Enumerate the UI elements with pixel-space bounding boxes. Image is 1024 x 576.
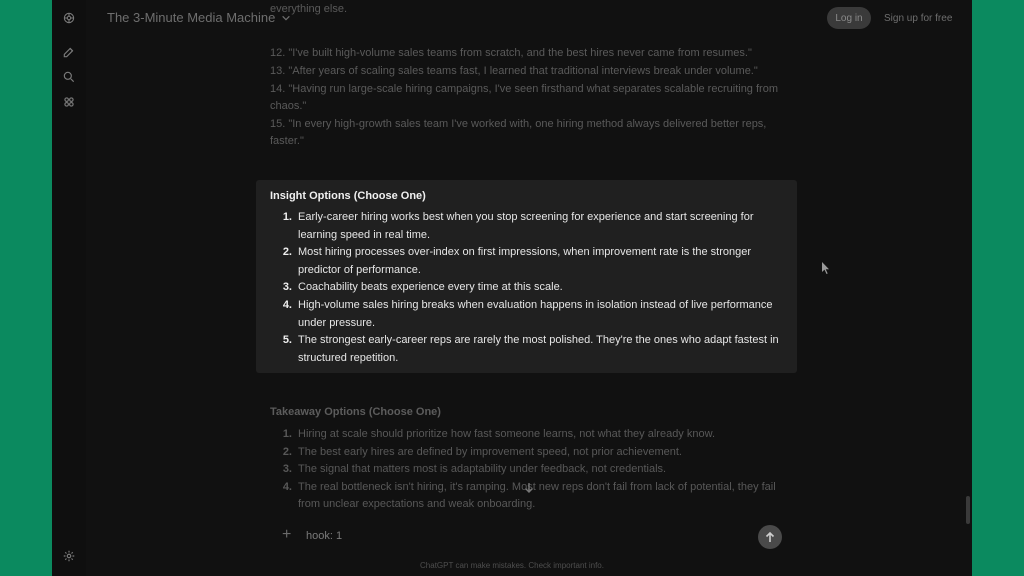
message-input[interactable]: [306, 528, 606, 544]
list-item: [270, 444, 780, 462]
item-number: 2.: [282, 246, 292, 259]
scrollbar[interactable]: [966, 496, 970, 524]
item-number: 4.: [282, 298, 292, 311]
item-text: The strongest early-career reps are rarely the most polished. They're the ones who adapt fastest in structured repetition.: [298, 334, 779, 364]
list-item: [270, 209, 790, 244]
item-number: 2.: [282, 445, 292, 458]
list-item: [270, 461, 780, 479]
insight-options-card: [256, 180, 797, 373]
arrow-up-icon: [764, 531, 776, 543]
insight-options-title: Insight Options (Choose One): [270, 190, 426, 202]
logo-icon[interactable]: [62, 11, 76, 25]
message-line: chaos.": [270, 100, 307, 112]
signup-button[interactable]: Sign up for free: [880, 7, 956, 29]
list-item: [270, 244, 790, 279]
item-text: The signal that matters most is adaptability under feedback, not credentials.: [298, 463, 667, 475]
message-line: 13. "After years of scaling sales teams fast, I learned that traditional interviews break under volume.": [270, 65, 758, 77]
item-number: 5.: [282, 334, 292, 347]
item-number: 3.: [282, 281, 292, 294]
message-line: 15. "In every high-growth sales team I've worked with, one hiring method always delivered better reps,: [270, 118, 767, 130]
send-button[interactable]: [758, 525, 782, 549]
insight-options-list: [270, 209, 790, 367]
item-text: Hiring at scale should prioritize how fast someone learns, not what they already know.: [298, 428, 715, 440]
list-item: [270, 279, 790, 297]
item-number: 4.: [282, 480, 292, 493]
item-text: Coachability beats experience every time at this scale.: [298, 281, 563, 294]
apps-icon[interactable]: [62, 95, 76, 109]
message-line: 12. "I've built high-volume sales teams from scratch, and the best hires never came from resumes.": [270, 47, 752, 59]
item-number: 1.: [282, 428, 292, 440]
message-line: 14. "Having run large-scale hiring campaigns, I've seen firsthand what separates scalable recruiting from: [270, 83, 778, 95]
item-text: Early-career hiring works best when you stop screening for experience and start screening for learning speed in real time.: [298, 211, 754, 241]
new-chat-icon[interactable]: [62, 45, 76, 59]
conversation-title[interactable]: [107, 10, 291, 25]
login-button[interactable]: Log in: [827, 7, 871, 29]
list-item: [270, 297, 790, 332]
chat-app: [52, 0, 972, 576]
search-icon[interactable]: [62, 70, 76, 84]
composer: [272, 518, 792, 554]
mouse-cursor-icon: [822, 262, 830, 274]
conversation-title-text: The 3-Minute Media Machine: [107, 10, 276, 25]
sidebar-rail: [52, 0, 86, 576]
item-text: The real bottleneck isn't hiring, it's ramping. Most new reps don't fail from lack of potential, they fail from unclear expectations and weak onboarding.: [298, 480, 776, 510]
plus-icon[interactable]: +: [282, 526, 292, 543]
takeaway-options-list: [270, 426, 780, 514]
item-number: 3.: [282, 463, 292, 475]
takeaway-options-title: Takeaway Options (Choose One): [270, 406, 441, 418]
item-number: 1.: [282, 211, 292, 223]
message-line: everything else.: [270, 3, 348, 15]
list-item: [270, 332, 790, 367]
scroll-down-icon[interactable]: [523, 482, 537, 496]
disclaimer-text: ChatGPT can make mistakes. Check important info.: [420, 561, 604, 570]
list-item: [270, 426, 780, 444]
item-text: High-volume sales hiring breaks when evaluation happens in isolation instead of live performance under pressure.: [298, 298, 773, 329]
item-text: Most hiring processes over-index on first impressions, when improvement rate is the stronger predictor of performance.: [298, 246, 752, 276]
item-text: The best early hires are defined by improvement speed, not prior achievement.: [298, 445, 682, 458]
message-line: faster.": [270, 135, 304, 147]
